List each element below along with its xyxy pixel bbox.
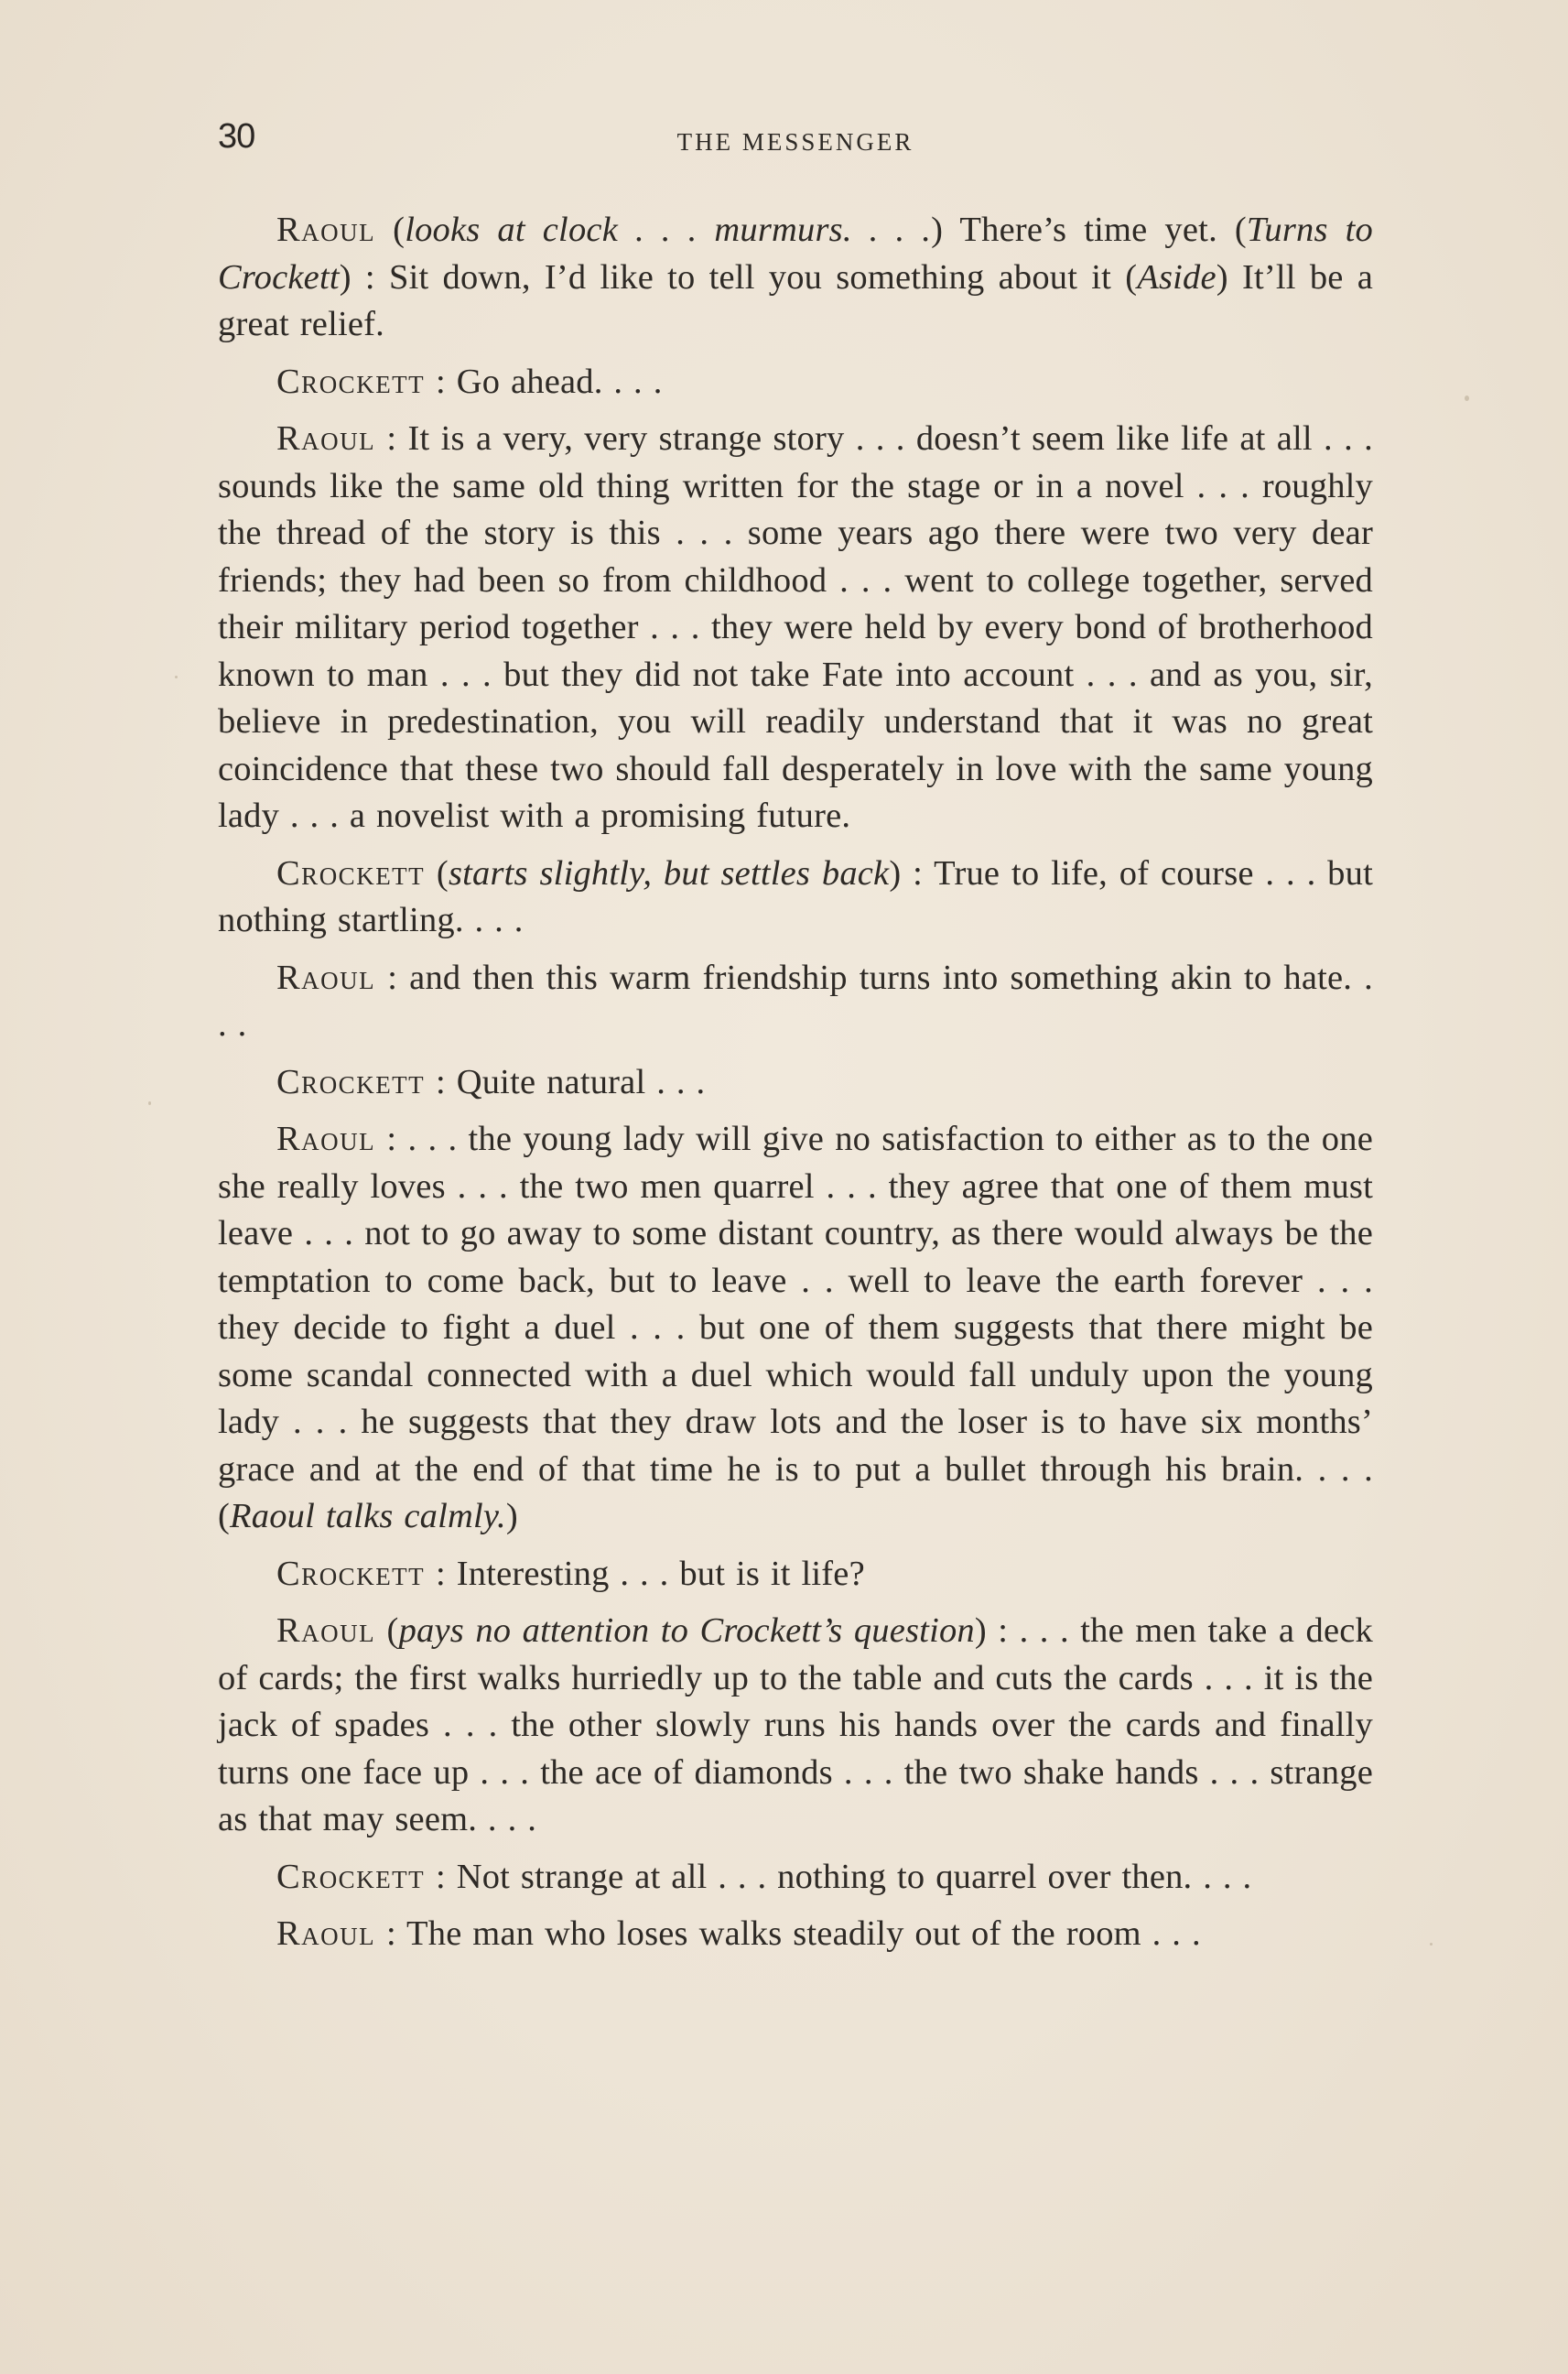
speaker-name: Raoul (276, 958, 376, 997)
speaker-name: Raoul (276, 419, 376, 458)
text-body (218, 207, 1373, 1968)
dialogue-paragraph (218, 207, 1373, 349)
dialogue-text: : Interesting . . . but is it life? (425, 1554, 865, 1593)
dialogue-paragraph (218, 1911, 1373, 1958)
speaker-name: Crockett (276, 1857, 426, 1896)
dialogue-text: : and then this warm friendship turns into something akin to hate. . . . (218, 958, 1373, 1044)
dialogue-text: ( (375, 1611, 399, 1650)
dialogue-paragraph (218, 955, 1373, 1049)
dialogue-text: : Quite natural . . . (425, 1062, 706, 1101)
running-head: THE MESSENGER (676, 128, 914, 156)
speaker-name: Crockett (276, 1062, 426, 1101)
speaker-name: Raoul (276, 1120, 376, 1158)
speaker-name: Raoul (276, 211, 376, 249)
speaker-name: Crockett (276, 853, 426, 893)
stage-direction: Turns to Crockett (218, 211, 1373, 297)
dialogue-paragraph (218, 1608, 1373, 1844)
dialogue-paragraph (218, 1116, 1373, 1541)
dialogue-paragraph (218, 851, 1373, 945)
dialogue-paragraph (218, 1854, 1373, 1902)
speaker-name: Crockett (276, 1554, 426, 1593)
dialogue-text: : It is a very, very strange story . . . doesn’t seem like life at all . . . sounds like the same old thing written for the stage or in a novel . . . roughly the thread of the story is this . . . some years ago there were two very dear friends; they had been so from childhood . . . went to college together, served their military period together . . . they were held by every bond of brotherhood known to man . . . but they did not take Fate into account . . . and as you, sir, believe in predestination, you will readily understand that it was no great coincidence that these two should fall desperately in love with the same young lady . . . a novelist with a promising future. (218, 419, 1373, 835)
speaker-name: Raoul (276, 1611, 376, 1650)
page-header (218, 117, 1373, 163)
stage-direction: looks at clock . . . murmurs. . . . (405, 211, 932, 249)
dialogue-paragraph (218, 359, 1373, 407)
paper-speck (148, 1101, 151, 1105)
stage-direction: pays no attention to Crockett’s question (398, 1611, 975, 1650)
paper-speck (1465, 396, 1469, 401)
dialogue-paragraph (218, 1551, 1373, 1599)
page-number: 30 (218, 117, 255, 156)
dialogue-text: ) : True to life, of course . . . but nothing startling. . . . (218, 853, 1373, 939)
dialogue-paragraph (218, 1059, 1373, 1107)
dialogue-text: ( (425, 853, 449, 893)
speaker-name: Raoul (276, 1914, 376, 1953)
speaker-name: Crockett (276, 362, 426, 401)
stage-direction: Aside (1137, 257, 1217, 297)
dialogue-text: : . . . the young lady will give no satisfaction to either as to the one she really loves . . . the two men quarrel . . . they agree that one of them must leave . . . not to go away to some distant country, as there would always be the temptation to come back, but to leave . . well to leave the earth forever . . . they decide to fight a duel . . . but one of them suggests that there might be some scandal connected with a duel which would fall unduly upon the young lady . . . he suggests that they draw lots and the loser is to have six months’ grace and at the end of that time he is to put a bullet through his brain. . . .( (218, 1120, 1373, 1535)
dialogue-text: ) It’ll be a great relief. (218, 257, 1373, 343)
paper-speck (1430, 1943, 1433, 1946)
stage-direction: starts slightly, but settles back (448, 853, 890, 893)
dialogue-text: ( (375, 211, 406, 249)
dialogue-text: : Go ahead. . . . (425, 362, 663, 401)
paper-speck (175, 676, 178, 678)
dialogue-text: : The man who loses walks steadily out of the room . . . (375, 1914, 1201, 1953)
dialogue-text: ) : Sit down, I’d like to tell you something about it ( (339, 257, 1138, 297)
dialogue-text: : Not strange at all . . . nothing to quarrel over then. . . . (425, 1857, 1252, 1896)
dialogue-text: ) (505, 1497, 518, 1535)
dialogue-text: ) : . . . the men take a deck of cards; the first walks hurriedly up to the table and cuts the cards . . . it is the jack of spades . . . the other slowly runs his hands over the cards and finally turns one face up . . . the ace of diamonds . . . the two shake hands . . . strange as that may seem. . . . (218, 1611, 1373, 1838)
dialogue-text: ) There’s time yet. ( (931, 211, 1247, 249)
dialogue-paragraph (218, 416, 1373, 840)
stage-direction: Raoul talks calmly. (230, 1497, 506, 1535)
